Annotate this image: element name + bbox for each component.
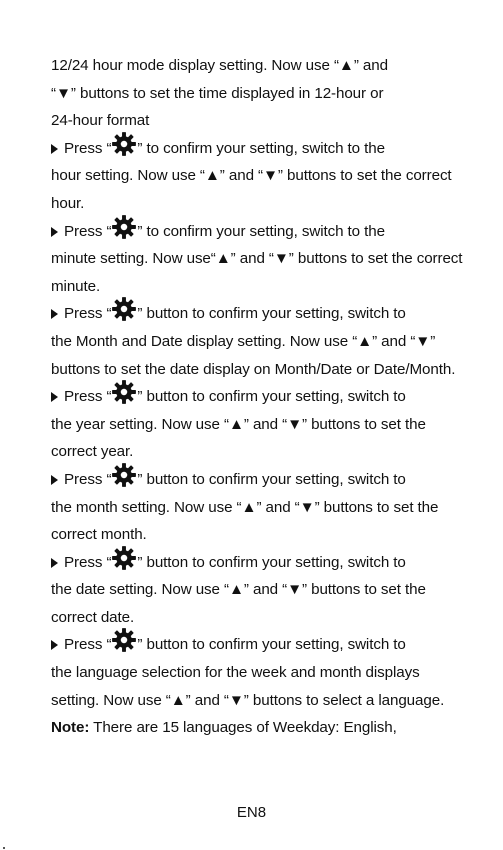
step-text-before-icon: Press “ xyxy=(64,470,112,488)
triangle-right-icon xyxy=(51,309,58,319)
step-paragraph xyxy=(51,383,471,466)
gear-icon xyxy=(111,379,137,405)
intro-line-2: “▼” buttons to set the time displayed in 12-hour or xyxy=(51,84,384,102)
step-list xyxy=(51,135,471,714)
step-paragraph xyxy=(51,300,471,383)
intro-paragraph xyxy=(51,52,471,135)
gear-icon xyxy=(111,296,137,322)
triangle-right-icon xyxy=(51,558,58,568)
step-text-after-icon: ” button to confirm your setting, switch to xyxy=(137,636,406,654)
note-text: There are 15 languages of Weekday: English, xyxy=(89,719,397,737)
step-paragraph xyxy=(51,631,471,714)
triangle-right-icon xyxy=(51,227,58,237)
step-text-after-icon: ” button to confirm your setting, switch to xyxy=(137,388,406,406)
step-text-continuation: minute setting. Now use“▲” and “▼” buttons to set the correct minute. xyxy=(51,250,463,295)
note-label: Note: xyxy=(51,719,90,737)
step-paragraph xyxy=(51,466,471,549)
step-text-before-icon: Press “ xyxy=(64,305,112,323)
step-text-continuation: the month setting. Now use “▲” and “▼” buttons to set the correct month. xyxy=(51,498,439,544)
step-text-after-icon: ” to confirm your setting, switch to the xyxy=(137,139,385,157)
step-text-after-icon: ” button to confirm your setting, switch to xyxy=(137,305,406,323)
step-text-after-icon: ” to confirm your setting, switch to the xyxy=(137,222,385,240)
step-paragraph xyxy=(51,135,471,218)
step-text-after-icon: ” button to confirm your setting, switch to xyxy=(137,553,406,571)
step-text-continuation: hour setting. Now use “▲” and “▼” buttons to set the correct hour. xyxy=(51,167,452,212)
intro-line-1: 12/24 hour mode display setting. Now use “▲” and xyxy=(51,57,388,74)
note-paragraph xyxy=(51,714,471,742)
step-text-before-icon: Press “ xyxy=(64,636,112,654)
step-text-continuation: the Month and Date display setting. Now use “▲” and “▼” buttons to set the date display on Month/Date or Date/Month. xyxy=(51,332,456,378)
step-text-continuation: the language selection for the week and month displays setting. Now use “▲” and “▼” buttons to select a language. xyxy=(51,664,445,709)
intro-line-3: 24-hour format xyxy=(51,112,150,130)
gear-icon xyxy=(111,545,137,571)
gear-icon xyxy=(111,131,137,157)
gear-icon xyxy=(111,627,137,653)
triangle-right-icon xyxy=(51,144,58,154)
step-text-before-icon: Press “ xyxy=(64,222,112,240)
gear-icon xyxy=(111,462,137,488)
step-text-before-icon: Press “ xyxy=(64,388,112,406)
step-paragraph xyxy=(51,218,471,301)
step-text-continuation: the year setting. Now use “▲” and “▼” buttons to set the correct year. xyxy=(51,415,426,461)
triangle-right-icon xyxy=(51,392,58,402)
page-number: EN8 xyxy=(236,804,267,821)
scan-dot xyxy=(3,847,5,849)
step-text-after-icon: ” button to confirm your setting, switch to xyxy=(137,470,406,488)
step-text-before-icon: Press “ xyxy=(64,139,112,157)
step-paragraph xyxy=(51,549,471,632)
triangle-right-icon xyxy=(51,640,58,650)
step-text-before-icon: Press “ xyxy=(64,553,112,571)
gear-icon xyxy=(111,214,137,240)
triangle-right-icon xyxy=(51,475,58,485)
manual-body xyxy=(51,52,471,742)
step-text-continuation: the date setting. Now use “▲” and “▼” buttons to set the correct date. xyxy=(51,581,426,626)
